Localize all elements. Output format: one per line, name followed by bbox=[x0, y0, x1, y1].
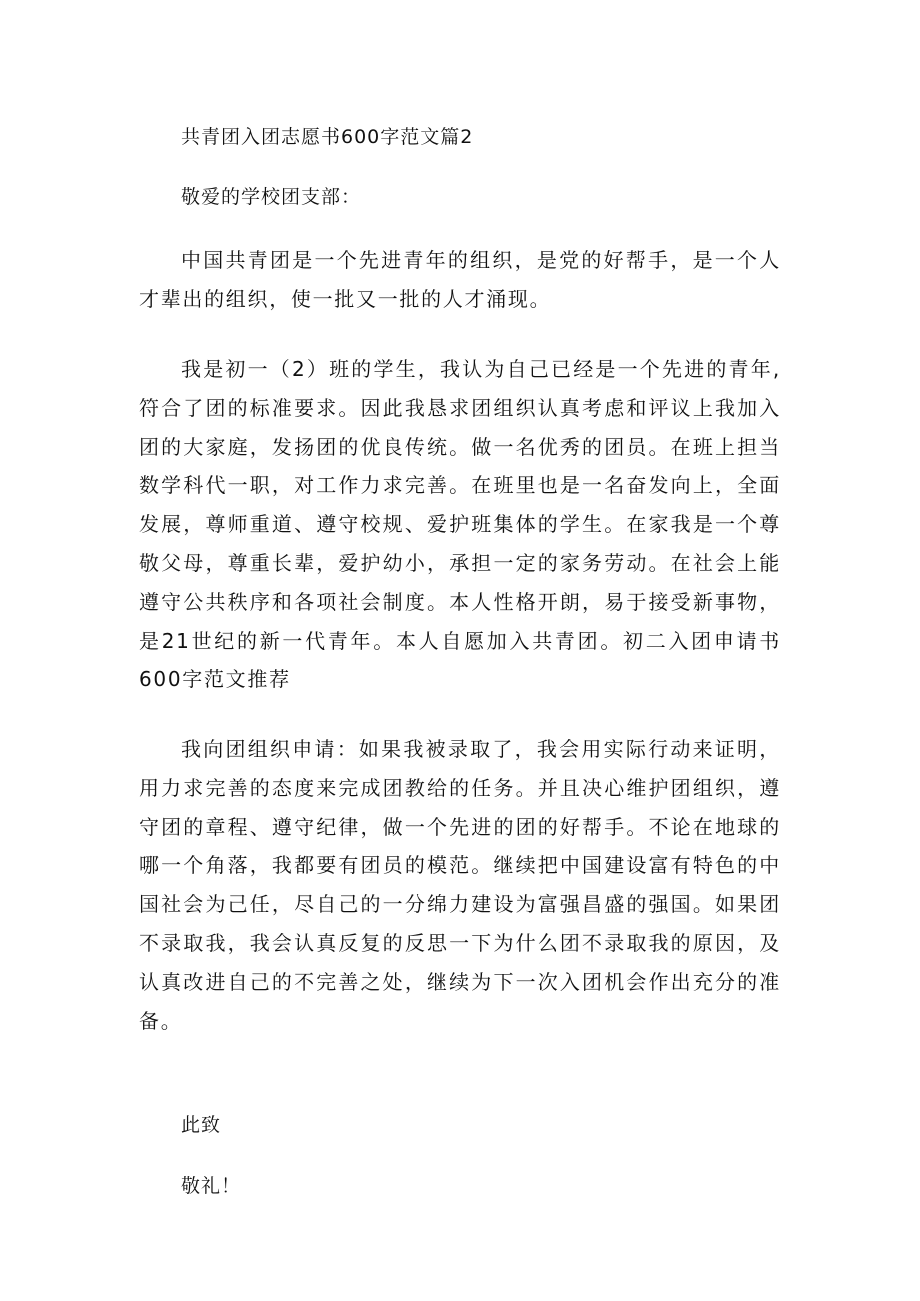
document-title: 共青团入团志愿书600字范文篇2 bbox=[181, 126, 474, 148]
paragraph-2: 我是初一（2）班的学生，我认为自己已经是一个先进的青年,符合了团的标准要求。因此我恳求团组织认真考虑和评议上我加入团的大家庭，发扬团的优良传统。做一名优秀的团员。在班上担当数学科代一职，对工作力求完善。在班里也是一名奋发向上，全面发展，尊师重道、遵守校规、爱护班集体的学生。在家我是一个尊敬父母，尊重长辈，爱护幼小，承担一定的家务劳动。在社会上能遵守公共秩序和各项社会制度。本人性格开朗，易于接受新事物，是21世纪的新一代青年。本人自愿加入共青团。初二入团申请书600字范文推荐 bbox=[139, 357, 781, 692]
regards-line: 敬礼！ bbox=[181, 1175, 242, 1197]
paragraph-3: 我向团组织申请：如果我被录取了，我会用实际行动来证明，用力求完善的态度来完成团教给的任务。并且决心维护团组织，遵守团的章程、遵守纪律，做一个先进的团的好帮手。不论在地球的哪一个角落，我都要有团员的模范。继续把中国建设富有特色的中国社会为己任，尽自己的一分绵力建设为富强昌盛的强国。如果团不录取我，我会认真反复的反思一下为什么团不录取我的原因，及认真改进自己的不完善之处，继续为下一次入团机会作出充分的准备。 bbox=[139, 737, 781, 1033]
salutation: 敬爱的学校团支部： bbox=[181, 186, 362, 208]
closing-line: 此致 bbox=[181, 1114, 222, 1136]
paragraph-1: 中国共青团是一个先进青年的组织，是党的好帮手，是一个人才辈出的组织，使一批又一批的人才涌现。 bbox=[139, 248, 781, 311]
